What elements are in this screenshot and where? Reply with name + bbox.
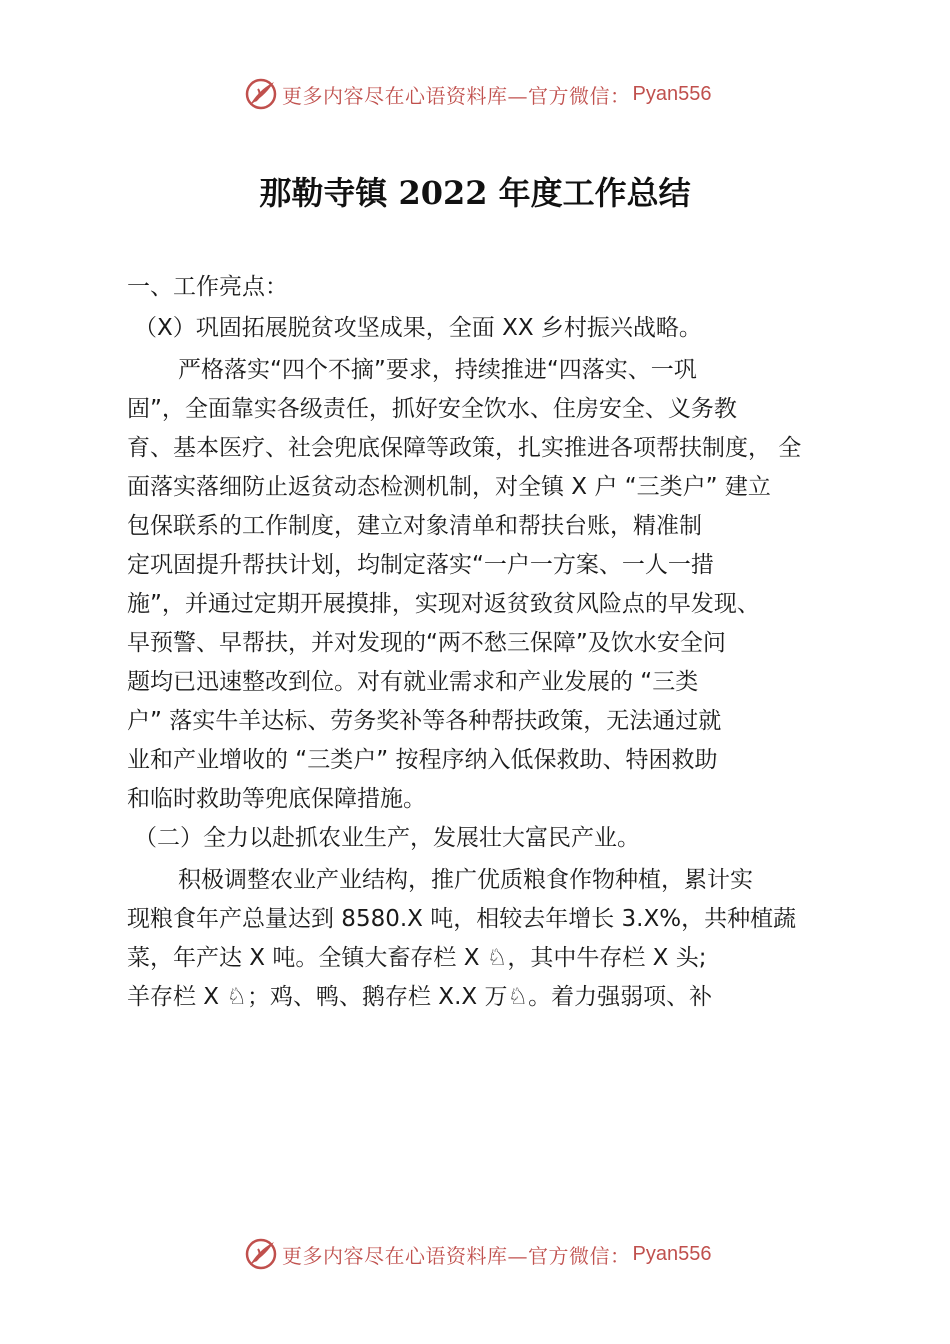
watermark-text: 更多内容尽在心语资料库—官方微信： bbox=[282, 83, 631, 108]
paragraph-line: 题均已迅速整改到位。对有就业需求和产业发展的 “三类 bbox=[127, 669, 699, 695]
paragraph-line: 羊存栏 X ♘；鸡、鸭、鹅存栏 X.X 万♘。着力强弱项、补 bbox=[127, 984, 713, 1010]
paragraph-line: 户” 落实牛羊达标、劳务奖补等各种帮扶政策，无法通过就 bbox=[127, 708, 722, 734]
paragraph-line: 积极调整农业产业结构，推广优质粮食作物种植，累计实 bbox=[178, 867, 753, 893]
paragraph-line: 施”，并通过定期开展摸排，实现对返贫致贫风险点的早发现、 bbox=[127, 591, 760, 617]
watermark-text: 更多内容尽在心语资料库—官方微信： bbox=[282, 1243, 631, 1268]
footer-watermark bbox=[244, 1234, 711, 1274]
quill-logo-icon bbox=[244, 1237, 278, 1271]
paragraph-line: 业和产业增收的 “三类户” 按程序纳入低保救助、特困救助 bbox=[127, 747, 718, 773]
paragraph-line: 面落实落细防止返贫动态检测机制，对全镇 X 户 “三类户” 建立 bbox=[127, 474, 771, 500]
paragraph-line: 和临时救助等兜底保障措施。 bbox=[127, 786, 426, 812]
subheading: （二）全力以赴抓农业生产，发展壮大富民产业。 bbox=[134, 825, 640, 851]
paragraph-line: 早预警、早帮扶，并对发现的“两不愁三保障”及饮水安全问 bbox=[127, 630, 726, 656]
watermark-wechat-id: Pyan556 bbox=[632, 82, 712, 105]
header-watermark bbox=[244, 74, 711, 114]
paragraph-line: 菜，年产达 X 吨。全镇大畜存栏 X ♘，其中牛存栏 X 头; bbox=[127, 945, 707, 971]
section-heading: 一、工作亮点： bbox=[127, 274, 288, 300]
paragraph-line: 严格落实“四个不摘”要求，持续推进“四落实、一巩 bbox=[178, 357, 697, 383]
paragraph-line: 包保联系的工作制度，建立对象清单和帮扶台账，精准制 bbox=[127, 513, 702, 539]
document-title: 那勒寺镇 2022 年度工作总结 bbox=[259, 174, 691, 212]
paragraph-line: 现粮食年产总量达到 8580.X 吨，相较去年增长 3.X%，共种植蔬 bbox=[127, 906, 797, 932]
watermark-wechat-id: Pyan556 bbox=[632, 1242, 712, 1265]
subheading: （X）巩固拓展脱贫攻坚成果，全面 XX 乡村振兴战略。 bbox=[134, 315, 702, 341]
paragraph-line: 固”，全面靠实各级责任，抓好安全饮水、住房安全、义务教 bbox=[127, 396, 737, 422]
paragraph-line: 定巩固提升帮扶计划，均制定落实“一户一方案、一人一措 bbox=[127, 552, 714, 578]
paragraph-line: 育、基本医疗、社会兜底保障等政策，扎实推进各项帮扶制度， 全 bbox=[127, 435, 802, 461]
quill-logo-icon bbox=[244, 77, 278, 111]
